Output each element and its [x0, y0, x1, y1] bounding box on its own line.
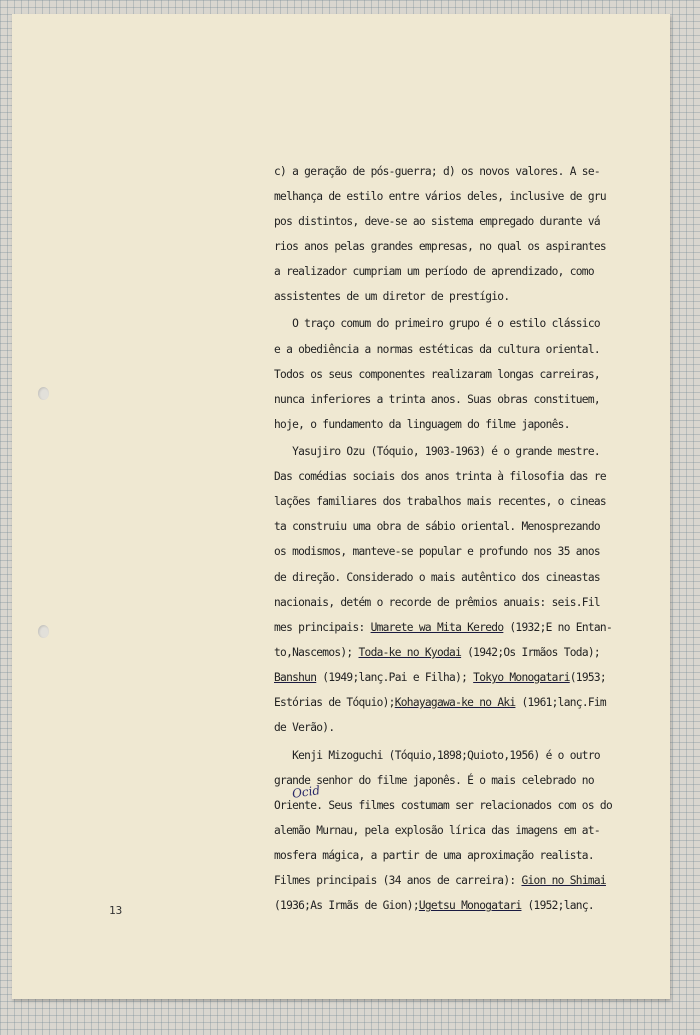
text-line-with-titles: to,Nascemos); Toda-ke no Kyodai (1942;Os Irmãos Toda);: [274, 646, 600, 659]
text-line: a realizador cumpriam um período de aprendizado, como: [274, 265, 594, 278]
text-line: de Verão).: [274, 721, 335, 734]
punch-hole-top: [38, 387, 49, 400]
film-title: Toda-ke no Kyodai: [358, 646, 462, 659]
text-line: ta construiu uma obra de sábio oriental. Menosprezando: [274, 520, 600, 533]
film-title: Umarete wa Mita Keredo: [370, 621, 504, 634]
text-line: de direção. Considerado o mais autêntico dos cineastas: [274, 571, 600, 584]
text-line: melhança de estilo entre vários deles, inclusive de gru: [274, 190, 606, 203]
typewritten-page: [12, 14, 670, 999]
text-line: Yasujiro Ozu (Tóquio, 1903-1963) é o grande mestre.: [274, 445, 600, 458]
text-line-with-titles: (1936;As Irmãs de Gion);Ugetsu Monogatari (1952;lanç.: [274, 899, 594, 912]
text-line: hoje, o fundamento da linguagem do filme japonês.: [274, 418, 570, 431]
text-line: assistentes de um diretor de prestígio.: [274, 290, 510, 303]
film-title: Banshun: [274, 671, 317, 684]
text-line: Oriente. Seus filmes costumam ser relacionados com os do: [274, 799, 612, 812]
film-title: Gion no Shimai: [521, 874, 606, 887]
text-line: Todos os seus componentes realizaram longas carreiras,: [274, 368, 600, 381]
handwritten-annotation: Ocid: [291, 783, 321, 801]
page-number: 13: [109, 904, 123, 917]
punch-hole-bottom: [38, 625, 49, 638]
text-line: lações familiares dos trabalhos mais recentes, o cineas: [274, 495, 606, 508]
text-line: pos distintos, deve-se ao sistema empregado durante vá: [274, 215, 600, 228]
text-line: c) a geração de pós-guerra; d) os novos valores. A se-: [274, 165, 600, 178]
text-line: Kenji Mizoguchi (Tóquio,1898;Quioto,1956) é o outro: [274, 749, 600, 762]
text-line: nacionais, detém o recorde de prêmios anuais: seis.Fil: [274, 596, 600, 609]
text-line: grande senhor do filme japonês. É o mais celebrado no: [274, 774, 594, 787]
text-line: Das comédias sociais dos anos trinta à filosofia das re: [274, 470, 606, 483]
text-line: os modismos, manteve-se popular e profundo nos 35 anos: [274, 545, 600, 558]
line-prefix: mes principais:: [274, 621, 371, 634]
text-line: O traço comum do primeiro grupo é o estilo clássico: [274, 317, 600, 330]
text-line: e a obediência a normas estéticas da cultura oriental.: [274, 343, 600, 356]
text-line: alemão Murnau, pela explosão lírica das imagens em at-: [274, 824, 600, 837]
film-title: Tokyo Monogatari: [473, 671, 570, 684]
text-line-with-titles: mes principais: Umarete wa Mita Keredo (1932;E no Entan-: [274, 621, 612, 634]
text-line-with-titles: Banshun (1949;lanç.Pai e Filha); Tokyo Monogatari(1953;: [274, 671, 606, 684]
text-line: mosfera mágica, a partir de uma aproximação realista.: [274, 849, 594, 862]
film-title: Kohayagawa-ke no Aki: [394, 696, 516, 709]
film-title: Ugetsu Monogatari: [418, 899, 522, 912]
text-line: nunca inferiores a trinta anos. Suas obras constituem,: [274, 393, 600, 406]
text-line-with-titles: Filmes principais (34 anos de carreira): Gion no Shimai: [274, 874, 606, 887]
text-line: rios anos pelas grandes empresas, no qual os aspirantes: [274, 240, 606, 253]
text-line-with-titles: Estórias de Tóquio);Kohayagawa-ke no Aki (1961;lanç.Fim: [274, 696, 606, 709]
